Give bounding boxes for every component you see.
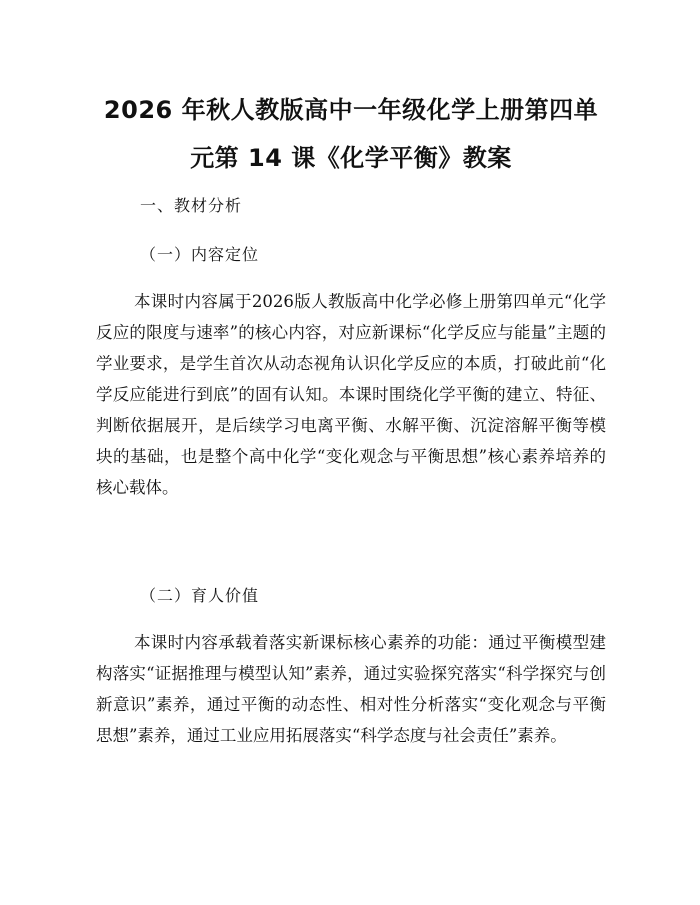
paragraph-content-positioning: 本课时内容属于2026版人教版高中化学必修上册第四单元“化学反应的限度与速率”的核心内容，对应新课标“化学反应与能量”主题的学业要求，是学生首次从动态视角认识化学反应的本质，打破此前“化学反应能进行到底”的固有认知。本课时围绕化学平衡的建立、特征、判断依据展开，是后续学习电离平衡、水解平衡、沉淀溶解平衡等模块的基础，也是整个高中化学“变化观念与平衡思想”核心素养培养的核心载体。: [96, 292, 606, 497]
subsection-heading-content-positioning: （一）内容定位: [140, 245, 260, 264]
document-title-line-1: 2026 年秋人教版高中一年级化学上册第四单: [103, 96, 599, 124]
paragraph-educational-value: 本课时内容承载着落实新课标核心素养的功能：通过平衡模型建构落实“证据推理与模型认知”素养，通过实验探究落实“科学探究与创新意识”素养，通过平衡的动态性、相对性分析落实“变化观念与平衡思想”素养，通过工业应用拓展落实“科学态度与社会责任”素养。: [96, 633, 606, 745]
document-title-line-2: 元第 14 课《化学平衡》教案: [190, 144, 512, 172]
subsection-heading-educational-value: （二）育人价值: [140, 586, 260, 605]
section-heading-textbook-analysis: 一、教材分析: [140, 196, 243, 215]
